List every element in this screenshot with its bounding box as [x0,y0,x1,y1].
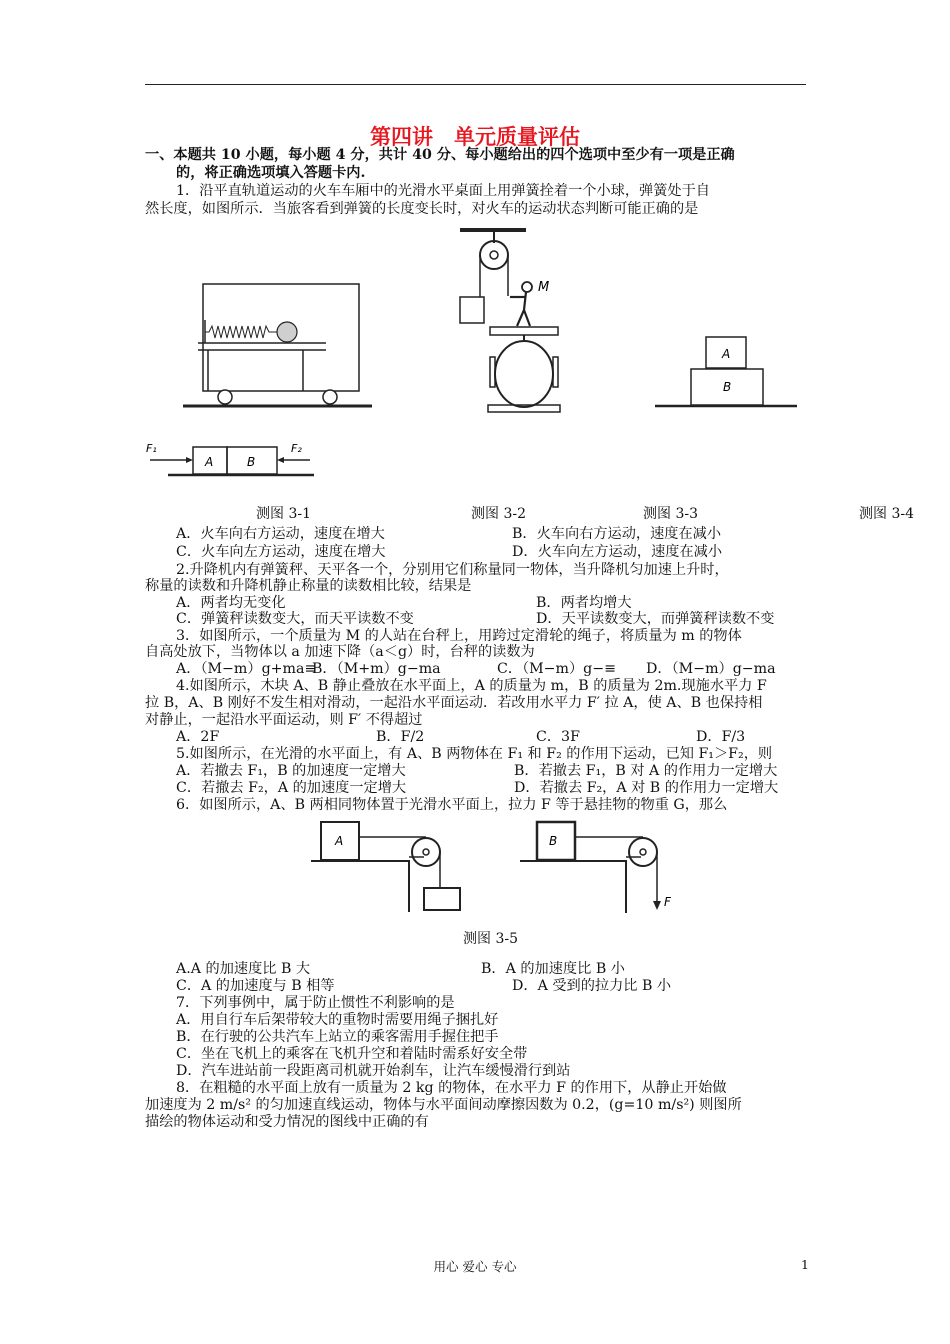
q2-option-b: B．两者均增大 [536,595,632,611]
q4-stem-1: 4.如图所示，木块 A、B 静止叠放在水平面上，A 的质量为 m，B 的质量为 2m.现施水平力 F [176,678,767,694]
q4-option-c: C．3F [536,729,580,745]
caption-3-4: 测图 3-4 [859,506,914,522]
fig32-label-m: M [538,280,550,295]
q7-option-c: C．坐在飞机上的乘客在飞机升空和着陆时需系好安全带 [176,1046,528,1062]
caption-3-2: 测图 3-2 [471,506,526,522]
q1-stem-2: 然长度，如图所示．当旅客看到弹簧的长度变长时，对火车的运动状态判断可能正确的是 [145,201,699,217]
q2-stem-2: 称量的读数和升降机静止称量的读数相比较，结果是 [145,578,472,594]
q7-option-a: A．用自行车后架带较大的重物时需要用绳子捆扎好 [176,1012,499,1028]
q3-stem-1: 3．如图所示，一个质量为 M 的人站在台秤上，用跨过定滑轮的绳子，将质量为 m 的物体 [176,628,742,644]
q7-option-d: D．汽车进站前一段距离司机就开始刹车，让汽车缓慢滑行到站 [176,1063,571,1079]
q3-option-a: A．（M−m）g+ma≡ [176,661,317,677]
q8-stem-3: 描绘的物体运动和受力情况的图线中正确的有 [145,1114,429,1130]
section-heading-line-1: 一、本题共 10 小题，每小题 4 分，共计 40 分、每小题给出的四个选项中至少有一项是正确 [145,147,735,163]
q6-option-d: D．A 受到的拉力比 B 小 [512,978,672,994]
fig35-pulley-hub-a [423,849,429,855]
q6-option-c: C．A 的加速度与 B 相等 [176,978,335,994]
page-number: 1 [801,1257,809,1272]
page-title: 第四讲 单元质量评估 [370,124,580,149]
fig34-label-f1: F₁ [146,442,157,455]
fig35-label-b: B [549,834,558,848]
q2-option-c: C．弹簧秤读数变大，而天平读数不变 [176,611,414,627]
q3-option-d: D．（M−m）g−ma [646,661,776,677]
fig35-pulley-b [629,838,657,866]
q6-option-a: A.A 的加速度比 B 大 [176,961,311,977]
q3-option-b: B．（M+m）g−ma [312,661,441,677]
fig35-pulley-hub-b [640,849,646,855]
fig35-hanging-mass [424,888,460,910]
fig35-label-f: F [664,895,671,909]
fig35-label-a: A [335,834,344,848]
page-footer: 用心 爱心 专心 [433,1259,517,1274]
q8-stem-1: 8．在粗糙的水平面上放有一质量为 2 kg 的物体，在水平力 F 的作用下，从静止开始做 [176,1080,727,1096]
q4-stem-3: 对静止，一起沿水平面运动，则 F′ 不得超过 [145,712,423,728]
q6-stem-1: 6．如图所示，A、B 两相同物体置于光滑水平面上，拉力 F 等于悬挂物的物重 G，那么 [176,797,728,813]
fig34-label-a: A [205,455,214,469]
q2-option-d: D．天平读数变大，而弹簧秤读数不变 [536,611,775,627]
q1-option-a: A．火车向右方运动，速度在增大 [176,526,385,542]
caption-3-3: 测图 3-3 [643,506,698,522]
q7-stem-1: 7．下列事例中，属于防止惯性不利影响的是 [176,995,455,1011]
fig35-table-b [520,861,626,913]
q1-option-b: B．火车向右方运动，速度在减小 [512,526,722,542]
q3-stem-2: 自高处放下，当物体以 a 加速下降（a＜g）时，台秤的读数为 [145,644,535,660]
q1-option-c: C．火车向左方运动，速度在增大 [176,544,386,560]
q5-option-c: C．若撤去 F₂，A 的加速度一定增大 [176,780,407,796]
q4-stem-2: 拉 B，A、B 刚好不发生相对滑动，一起沿水平面运动．若改用水平力 F′ 拉 A，使 A、B 也保持相 [145,695,763,711]
q5-option-d: D．若撤去 F₂，A 对 B 的作用力一定增大 [514,780,779,796]
caption-3-1: 测图 3-1 [256,506,311,522]
q4-option-b: B．F/2 [376,729,425,745]
q5-stem-1: 5.如图所示，在光滑的水平面上，有 A、B 两物体在 F₁ 和 F₂ 的作用下运动，已知 F₁＞F₂，则 [176,746,773,762]
q6-option-b: B．A 的加速度比 B 小 [481,961,625,977]
fig35-table-a [311,861,409,912]
q3-option-c: C．（M−m）g−≡ [497,661,617,677]
fig34-label-b: B [247,455,256,469]
q2-stem-1: 2.升降机内有弹簧秤、天平各一个，分别用它们称量同一物体，当升降机匀加速上升时， [176,562,729,578]
q4-option-d: D．F/3 [696,729,746,745]
section-heading-line-2: 的，将正确选项填入答题卡内. [176,165,366,181]
q5-option-a: A．若撤去 F₁，B 的加速度一定增大 [176,763,406,779]
q2-option-a: A．两者均无变化 [176,595,286,611]
fig33-label-b: B [723,380,732,394]
fig33-label-a: A [722,347,731,361]
q7-option-b: B．在行驶的公共汽车上站立的乘客需用手握住把手 [176,1029,499,1045]
fig34-label-f2: F₂ [291,442,302,455]
fig35-pulley-a [412,838,440,866]
q4-option-a: A．2F [176,729,220,745]
q5-option-b: B．若撤去 F₁，B 对 A 的作用力一定增大 [514,763,778,779]
q1-option-d: D．火车向左方运动，速度在减小 [512,544,723,560]
q1-stem-1: 1．沿平直轨道运动的火车车厢中的光滑水平桌面上用弹簧拴着一个小球，弹簧处于自 [176,183,710,199]
fig35-arrowhead-f [653,901,661,910]
q8-stem-2: 加速度为 2 m/s² 的匀加速直线运动，物体与水平面间动摩擦因数为 0.2，(g=10 m/s²) 则图所 [145,1097,742,1113]
caption-3-5: 测图 3-5 [463,931,518,947]
